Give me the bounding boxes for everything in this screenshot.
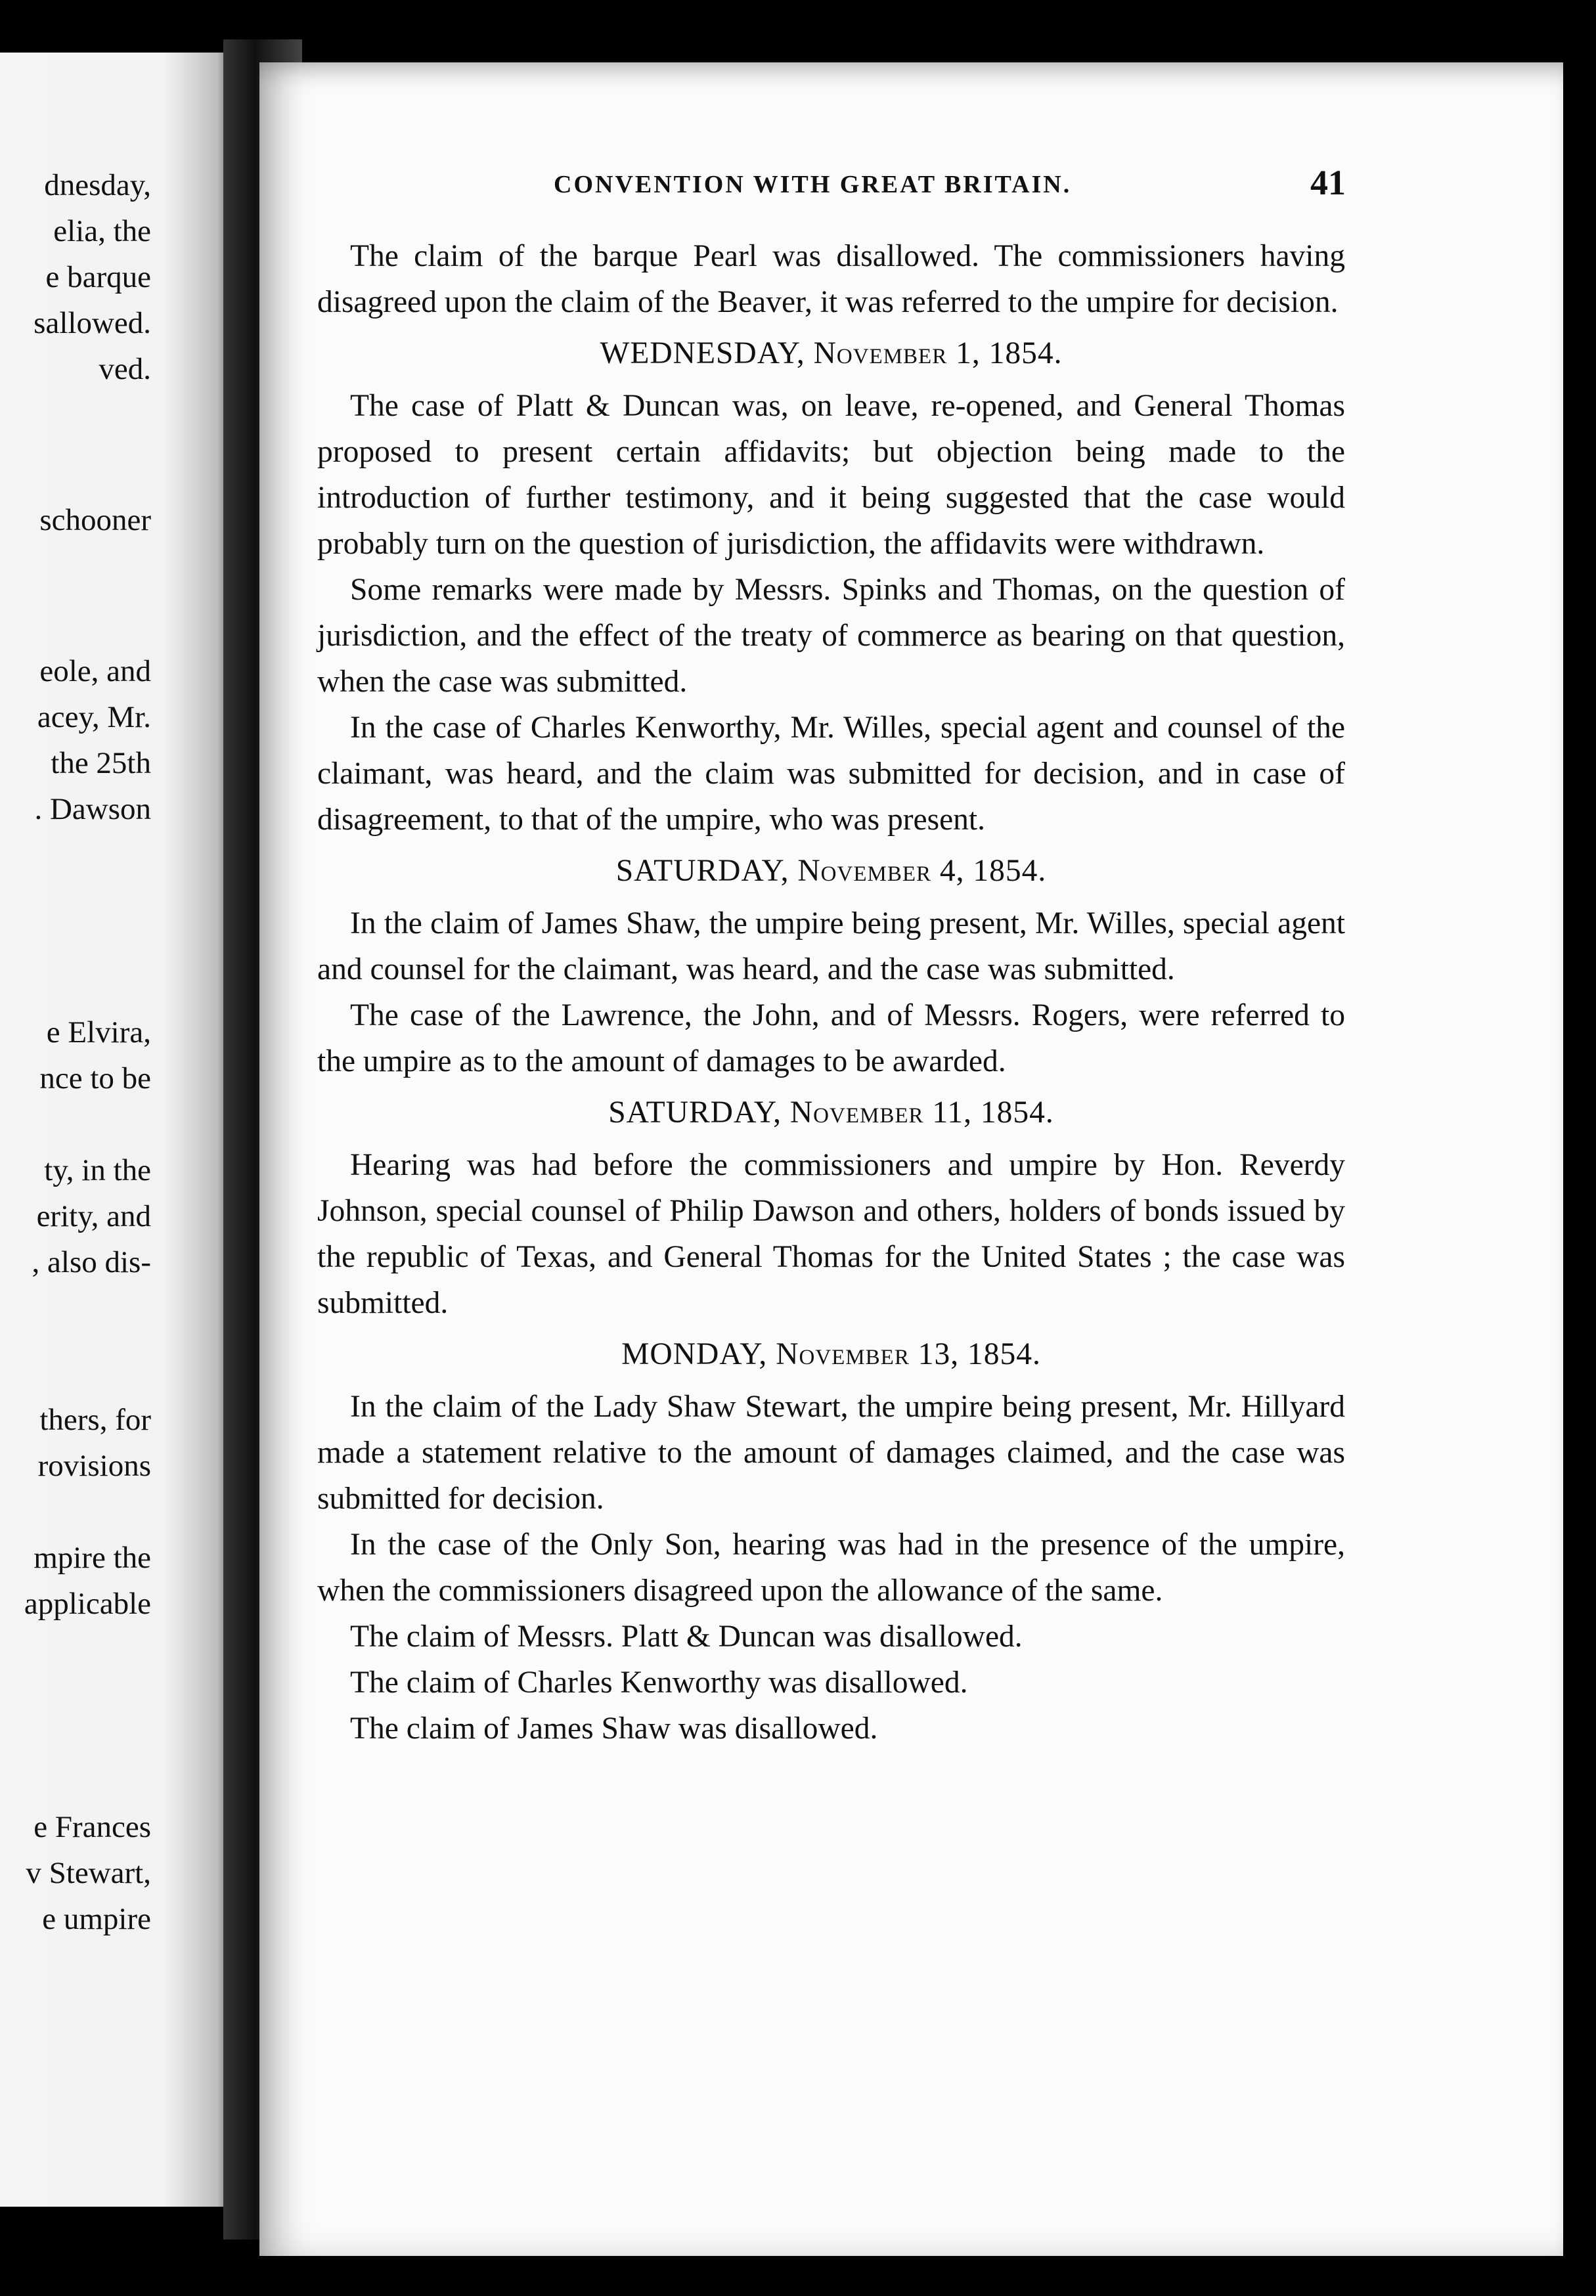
facing-page-line: e barque: [45, 260, 151, 294]
date-heading: [317, 325, 1345, 383]
facing-page-line: ty, in the: [44, 1153, 151, 1187]
facing-page-line: v Stewart,: [26, 1856, 151, 1890]
date-heading: [317, 1326, 1345, 1384]
facing-page-line: e Elvira,: [46, 1015, 151, 1049]
facing-page-line: dnesday,: [44, 168, 151, 202]
text-block: [317, 233, 1345, 1752]
facing-page-line: nce to be: [39, 1061, 151, 1095]
facing-page-line: e umpire: [42, 1902, 151, 1936]
page: [259, 62, 1563, 2256]
heading-day: SATURDAY,: [608, 1095, 782, 1130]
paragraph: In the claim of James Shaw, the umpire being present, Mr. Willes, special agent and counsel for the claimant, was heard, and the case was submitted.: [317, 906, 1345, 986]
paragraph: In the case of the Only Son, hearing was had in the presence of the umpire, when the commissioners disagreed upon the allowance of the same.: [317, 1528, 1345, 1608]
facing-page-line: the 25th: [51, 746, 151, 780]
running-head: CONVENTION WITH GREAT BRITAIN.: [554, 171, 1072, 198]
paragraph: The claim of the barque Pearl was disallowed. The commissioners having disagreed upon the claim of the Beaver, it was referred to the umpire for decision.: [317, 239, 1345, 319]
facing-page-line: thers, for: [39, 1403, 151, 1437]
heading-month: November: [789, 1095, 924, 1130]
paragraph: Some remarks were made by Messrs. Spinks and Thomas, on the question of jurisdiction, and the effect of the treaty of commerce as bearing on that question, when the case was submitted.: [317, 573, 1345, 699]
paragraph: The claim of Messrs. Platt & Duncan was disallowed.: [350, 1620, 1023, 1654]
paragraph: In the claim of the Lady Shaw Stewart, the umpire being present, Mr. Hillyard made a statement relative to the amount of damages claimed, and the case was submitted for decision.: [317, 1390, 1345, 1516]
facing-page-line: eole, and: [39, 654, 151, 688]
heading-date: 13, 1854.: [918, 1337, 1041, 1371]
page-number: 41: [1310, 163, 1346, 202]
facing-page-line: acey, Mr.: [37, 700, 151, 734]
facing-page-line: schooner: [39, 503, 151, 537]
facing-page-line: elia, the: [53, 214, 151, 248]
heading-date: 4, 1854.: [939, 854, 1047, 888]
facing-page-line: e Frances: [33, 1810, 151, 1844]
facing-page-line: . Dawson: [34, 792, 151, 826]
facing-page-line: erity, and: [36, 1199, 151, 1233]
facing-page-line: applicable: [24, 1587, 151, 1621]
facing-page-line: mpire the: [33, 1541, 151, 1575]
paragraph: In the case of Charles Kenworthy, Mr. Willes, special agent and counsel of the claimant, was heard, and the claim was submitted for decision, and in case of disagreement, to that of the umpire, who was present.: [317, 711, 1345, 837]
facing-page-line: rovisions: [37, 1449, 151, 1483]
paragraph: Hearing was had before the commissioners and umpire by Hon. Reverdy Johnson, special counsel of Philip Dawson and others, holders of bonds issued by the republic of Texas, and General Thomas for the United States ; the case was submitted.: [317, 1148, 1345, 1320]
heading-day: MONDAY,: [621, 1337, 768, 1371]
paragraph: The claim of James Shaw was disallowed.: [350, 1711, 878, 1746]
date-heading: [317, 843, 1345, 900]
heading-month: November: [797, 854, 932, 888]
page-header: [259, 163, 1563, 216]
heading-day: WEDNESDAY,: [600, 336, 805, 370]
facing-page-line: , also dis-: [32, 1245, 151, 1279]
heading-date: 1, 1854.: [956, 336, 1063, 370]
paragraph: The case of the Lawrence, the John, and of Messrs. Rogers, were referred to the umpire as to the amount of damages to be awarded.: [317, 998, 1345, 1078]
facing-page-line: ved.: [99, 352, 151, 386]
date-heading: [317, 1084, 1345, 1142]
paragraph: The case of Platt & Duncan was, on leave, re-opened, and General Thomas proposed to present certain affidavits; but objection being made to the introduction of further testimony, and it being suggested that the case would probably turn on the question of jurisdiction, the affidavits were withdrawn.: [317, 389, 1345, 561]
facing-page-fragment: [0, 53, 236, 2207]
paragraph: The claim of Charles Kenworthy was disallowed.: [350, 1666, 968, 1700]
facing-page-line: sallowed.: [33, 306, 151, 340]
heading-month: November: [813, 336, 948, 370]
heading-date: 11, 1854.: [932, 1095, 1054, 1130]
heading-day: SATURDAY,: [615, 854, 789, 888]
heading-month: November: [776, 1337, 910, 1371]
